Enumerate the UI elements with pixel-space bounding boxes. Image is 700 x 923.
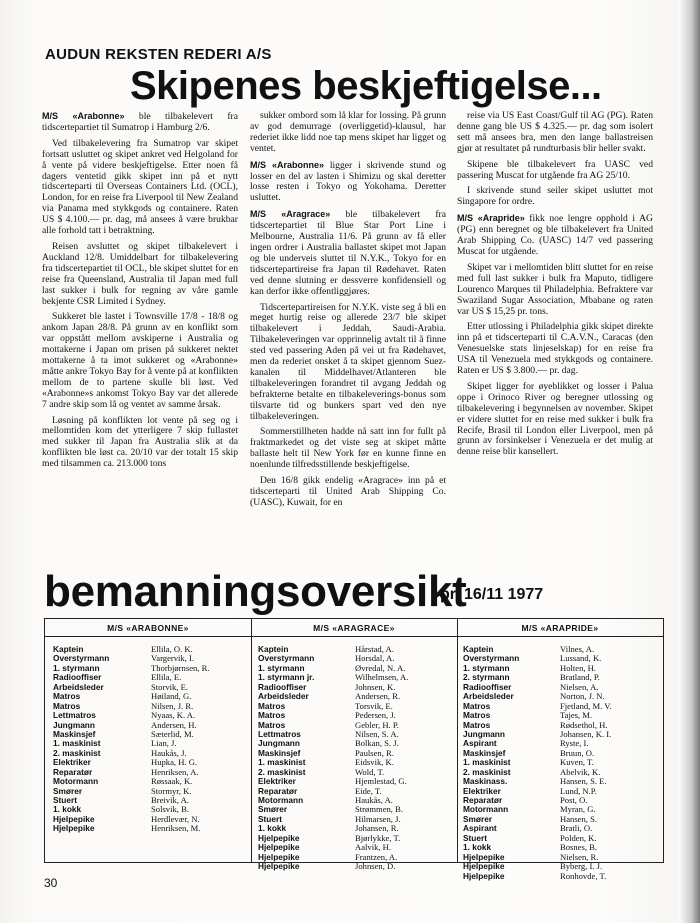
crew-name: Vargervik, I. (151, 653, 195, 664)
crew-role: Arbeidsleder (53, 681, 104, 692)
paragraph-text: Tidscertepartireisen for N.Y.K. viste seg å bli en meget hurtig reise og allerede 23/7 ble skipet tilbakelevert i Jeddah, Saudi-Arabia. Tilbakeleveringen var opprinnelig avtalt til å finne sted ved passering Aden på vei ut fra Rødehavet, men da rederiet onsket å ta skipet gjennom Suez-kanalen til Middelhavet/Atlanteren ble tilbakeleveringen forandret til avgang Jeddah og befrakterne betalte en tilbakeleverings-bonus som tilsvarte tid og bunkers spart ved den nye tilbakeleveringen. (250, 301, 446, 422)
crew-table-divider (251, 619, 252, 862)
crew-roles-list (53, 645, 109, 834)
crew-role: Matros (463, 710, 491, 721)
crew-name: Fjetland, M. V. (560, 700, 612, 711)
crew-name: Johnsen, D. (355, 861, 396, 872)
crew-name: Strømmen, B. (355, 804, 403, 815)
crew-name: Thorbjørnsen, R. (151, 662, 210, 673)
article-paragraph (457, 382, 653, 458)
article-title: Skipenes beskjeftigelse... (130, 64, 602, 108)
crew-name: Vilnes, A. (560, 644, 595, 654)
crew-name: Høiland, G. (151, 691, 192, 702)
crew-role: Jungmann (53, 719, 95, 730)
crew-name: Breivik, A. (151, 795, 189, 805)
crew-role: 2. maskinist (258, 766, 306, 777)
crew-ship-heading: M/S «ARAPRIDE» (521, 623, 599, 633)
paragraph-text: reise via US East Coast/Gulf til AG (PG). Raten denne gang ble US $ 4.325.— pr. dag som isolert sett må ansees bra, men den lange ballastreisen gjør at resultatet på rundturbasis blir heller svakt. (457, 110, 653, 154)
crew-name: Ellila, E. (151, 672, 182, 683)
crew-roles-list (258, 645, 314, 872)
article-column-2 (250, 111, 446, 514)
page-number: 30 (44, 876, 58, 890)
crew-role: Matros (53, 700, 81, 711)
crew-role: 1. styrmann (53, 662, 100, 673)
crew-name: Wilhelmsen, A. (355, 672, 409, 683)
crew-role: Matros (463, 700, 491, 711)
crew-name: Stormyr, K. (151, 785, 192, 796)
crew-name: Nilsen, J. R. (151, 700, 194, 711)
crew-name: Nielsen, A. (560, 681, 599, 692)
crew-name: Eide, T. (355, 785, 382, 796)
crew-name: Ryste, I. (560, 738, 589, 749)
crew-role: Elektriker (258, 776, 296, 787)
paragraph-text: Etter utlossing i Philadelphia gikk skipet direkte inn på et tidscerteparti til C.A.V.N., Caracas (den Venesuelske stats linjeselskap) for en reise fra USA til Venezuela med stykkgods og containere. Raten er US $ 3.800.— pr. dag. (457, 321, 653, 377)
article-paragraph (250, 476, 446, 509)
crew-role: 1. kokk (463, 842, 492, 853)
crew-role: Matros (463, 719, 491, 730)
crew-name: Storvik, E. (151, 681, 189, 692)
crew-role: Maskinsjef (53, 728, 96, 739)
company-header: AUDUN REKSTEN REDERI A/S (45, 46, 272, 63)
crew-name: Andersen, R. (355, 691, 401, 702)
crew-name: Andersen, H. (151, 719, 197, 730)
article-paragraph (457, 213, 653, 258)
crew-role: Lettmatros (53, 710, 96, 721)
crew-role: Aspirant (463, 823, 497, 834)
crew-role: Hjelpepike (258, 832, 300, 843)
crew-name: Eidsvik, K. (355, 757, 394, 768)
crew-name: Post, O. (560, 795, 588, 805)
crew-role: Kaptein (463, 644, 494, 654)
crew-name: Hårstad, A. (355, 644, 394, 654)
crew-name: Bjørlykke, T. (355, 832, 401, 843)
crew-role: Hjelpepike (463, 870, 505, 881)
article-paragraph (457, 160, 653, 182)
crew-role: Smører (53, 785, 83, 796)
crew-role: Jungmann (463, 728, 505, 739)
paragraph-text: Skipet ligger for øyeblikket og losser i Palua oppe i Orinoco River og beregner utlossing og tilbakelevering i begynnelsen av november. Skipet er videre sluttet for en reise med sukker i bulk fra Recife, Brasil til London eller Liverpool, men på grunn av forsinkelser i Venezuela er det mulig at denne reise blir kansellert. (457, 380, 653, 458)
article-paragraph (250, 160, 446, 205)
crew-role: Hjelpepike (258, 861, 300, 872)
crew-name: Lund, N.P. (560, 785, 597, 796)
article-paragraph (457, 263, 653, 318)
crew-role: 1. maskinist (258, 757, 306, 768)
crew-name: Solsvik, B. (151, 804, 189, 815)
crew-role: Kaptein (258, 644, 289, 654)
crew-role: Maskinsjef (463, 747, 506, 758)
crew-role: 2. styrmann (463, 672, 510, 683)
crew-role: Matros (53, 691, 81, 702)
crew-role: Matros (258, 719, 286, 730)
crew-role: Stuert (463, 832, 487, 843)
crew-name: Abelvik, K. (560, 766, 601, 777)
article-paragraph (457, 111, 653, 155)
crew-name: Henriksen, A. (151, 766, 199, 777)
crew-role: 1. maskinist (463, 757, 511, 768)
crew-name: Bruun, O. (560, 747, 595, 758)
crew-name: Nyaas, K. A. (151, 710, 196, 721)
crew-role: 2. maskinist (463, 766, 511, 777)
crew-name: Tajes, M. (560, 710, 593, 721)
crew-role: Hjelpepike (258, 842, 300, 853)
paragraph-text: Skipene ble tilbakelevert fra UASC ved passering Muscat for utgående fra AG 25/10. (457, 158, 653, 181)
crew-name: Paulsen, R. (355, 747, 394, 758)
crew-name: Røssaak, K. (151, 776, 193, 787)
crew-role: Matros (258, 700, 286, 711)
crew-role: Radiooffiser (463, 681, 512, 692)
crew-role: Matros (258, 710, 286, 721)
crew-name: Rødsethol, H. (560, 719, 608, 730)
crew-name: Ronhovde, T. (560, 870, 607, 881)
crew-role: 1. kokk (258, 823, 287, 834)
page-binding-shadow (678, 0, 700, 923)
crew-role: Hjelpepike (53, 813, 95, 824)
crew-name: Gebler, H. P. (355, 719, 399, 730)
article-paragraph (250, 303, 446, 423)
crew-role: Motormann (53, 776, 99, 787)
crew-role: Maskinsjef (258, 747, 301, 758)
crew-section-title: bemanningsoversikt (44, 567, 467, 616)
paragraph-text: Den 16/8 gikk endelig «Aragrace» inn på et tidscerteparti til United Arab Shipping Co. (UASC), Kuwait, for en (250, 475, 446, 508)
crew-name: Haukås, J. (151, 747, 187, 758)
crew-name: Herdlevær, N. (151, 813, 200, 824)
crew-role: Radiooffiser (53, 672, 102, 683)
crew-role: Reparatør (53, 766, 93, 777)
paragraph-text: Skipet var i mellomtiden blitt sluttet for en reise med full last sukker i bulk fra Maputo, tidligere Lourenco Marques til Philadelphia. Befraktere var Swaziland Sugar Association, Mbabane og raten var US $ 15,25 pr. tons. (457, 261, 653, 317)
crew-table-header-divider (45, 636, 663, 637)
crew-role: 1. styrmann (463, 662, 510, 673)
paragraph-text: ble tilbakelevert fra tidscertepartiet til Sumatrop i Hamburg 2/6. (42, 111, 239, 133)
crew-role: 1. kokk (53, 804, 82, 815)
crew-role: Radiooffiser (258, 681, 307, 692)
crew-name: Johansen, R. (355, 823, 399, 834)
crew-names-list (355, 645, 408, 872)
crew-role: Reparatør (463, 795, 503, 805)
article-paragraph (42, 139, 238, 237)
crew-name: Nilsen, S. A. (355, 728, 399, 739)
crew-name: Byberg, I. J. (560, 861, 603, 872)
paragraph-text: sukker ombord som lå klar for lossing. På grunn av god demurrage (overliggetid)-klausul, har rederiet ikke lidd noe tap mens skipet har ligget og ventet. (250, 110, 446, 154)
crew-role: Arbeidsleder (463, 691, 514, 702)
crew-role: Smører (463, 813, 493, 824)
crew-name: Myran, G. (560, 804, 596, 815)
article-paragraph (457, 186, 653, 208)
crew-role: Motormann (258, 795, 304, 805)
crew-name: Aalvik, H. (355, 842, 392, 853)
crew-role: 1. styrmann (258, 662, 305, 673)
crew-role: Stuert (258, 813, 282, 824)
article-paragraph (42, 111, 238, 134)
crew-roles-list (463, 645, 519, 881)
crew-role: Maskinass. (463, 776, 508, 787)
crew-name: Hansen, S. (560, 813, 597, 824)
crew-name: Hilmarsen, J. (355, 813, 401, 824)
paragraph-text: Sommerstillheten hadde nå satt inn for fullt på fraktmarkedet og det viste seg at skipet måtte ballaste helt til New York før en kunne finne en noenlunde tilfredsstillende beskjeftigelse. (250, 426, 446, 471)
crew-name: Johansen, K. I. (560, 728, 612, 739)
crew-role: Jungmann (258, 738, 300, 749)
crew-name: Lian, J. (151, 738, 177, 749)
crew-role: Motormann (463, 804, 509, 815)
crew-name: Kuven, T. (560, 757, 594, 768)
article-paragraph (42, 312, 238, 410)
article-column-3 (457, 111, 653, 463)
crew-section-date: pr. 16/11 1977 (440, 586, 544, 603)
crew-role: Hjelpepike (463, 851, 505, 862)
paragraph-text: ble tilbakelevert fra tidscertepartiet til Blue Star Port Line i Melbourne, Australia 11/6. På grunn av få eller ingen ordrer i Australia ballastet skipet mot Japan og ble underveis sluttet til N.Y.K., Tokyo for en tidscertepartireise fra Japan til Rødehavet. Raten ved denne slutning er dessverre konfidensiell og kan derfor ikke offentliggjøres. (250, 209, 446, 297)
crew-name: Øvredal, N. A. (355, 662, 406, 673)
ship-name: M/S «Arabonne» (250, 159, 324, 170)
crew-role: Hjelpepike (258, 851, 300, 862)
crew-name: Norton, J. N. (560, 691, 605, 702)
crew-name: Sæterlid, M. (151, 728, 194, 739)
crew-role: Elektriker (53, 757, 91, 768)
crew-role: Smører (258, 804, 288, 815)
crew-role: Stuert (53, 795, 77, 805)
crew-table-divider (457, 619, 458, 862)
crew-name: Bolkan, S. J. (355, 738, 399, 749)
ship-name: M/S «Aragrace» (250, 209, 331, 220)
crew-role: Aspirant (463, 738, 497, 749)
crew-role: Hjelpepike (463, 861, 505, 872)
article-paragraph (42, 416, 238, 471)
crew-ship-heading: M/S «ARABONNE» (107, 623, 189, 633)
article-column-1 (42, 111, 238, 475)
crew-role: 1. styrmann jr. (258, 672, 315, 683)
crew-name: Nielsen, R. (560, 851, 599, 862)
crew-name: Horsdal, A. (355, 653, 395, 664)
crew-name: Frantzen, A. (355, 851, 398, 862)
crew-role: Reparatør (258, 785, 298, 796)
crew-name: Henriksen, M. (151, 823, 201, 834)
crew-names-list (560, 645, 612, 881)
paragraph-text: ligger i skrivende stund og losser en del av lasten i Shimizu og skal deretter losse resten i Tokyo og Yokohama. Deretter usluttet. (250, 159, 447, 204)
crew-name: Hupka, H. G. (151, 757, 198, 768)
crew-role: Kaptein (53, 644, 84, 654)
article-paragraph (457, 322, 653, 377)
paragraph-text: fikk noe lengre opphold i AG (PG) enn beregnet og ble tilbakelevert fra United Arab Shipping Co. (UASC) 14/7 ved passering Muscat for utgående. (457, 213, 653, 257)
crew-name: Torsvik, E. (355, 700, 393, 711)
paragraph-text: Sukkeret ble lastet i Townsville 17/8 - 18/8 og ankom Japan 28/8. På grunn av en konflikt som var oppstått mellom avskiperne i Australia og mottakerne i Japan om prisen på sukkeret nektet mottakerne å ta imot sukkeret og «Arabonne» måtte ankre Tokyo Bay for å vente på at konflikten mellom de to partene skulle bli løst. Ved «Arabonne»s ankomst Tokyo Bay var det allerede 7 andre skip som lå og ventet av samme årsak. (42, 311, 238, 410)
crew-role: Arbeidsleder (258, 691, 309, 702)
crew-name: Hjemlestad, G. (355, 776, 407, 787)
crew-table (44, 618, 664, 881)
paragraph-text: Ved tilbakelevering fra Sumatrop var skipet fortsatt usluttet og skipet ankret ved Helgoland for å vente på videre beskjeftigelse. Etter noen få dagers ventetid gikk skipet inn på et nytt tidscerteparti til Overseas Containers Ltd. (OCL), London, for en reise fra Liverpool til New Zealand via Panama med stykkgods og containere. Raten US $ 4.100.— pr. dag, må ansees å være brukbar alle forhold tatt i betraktning. (42, 137, 238, 237)
paragraph-text: I skrivende stund seiler skipet usluttet mot Singapore for ordre. (457, 185, 653, 208)
article-paragraph (42, 242, 238, 307)
crew-role: Overstyrmann (463, 653, 520, 664)
ship-name: M/S «Arapride» (457, 213, 525, 224)
crew-role: 1. maskinist (53, 738, 101, 749)
crew-role: Elektriker (463, 785, 501, 796)
crew-role: Hjelpepike (53, 823, 95, 834)
crew-name: Polden, K. (560, 832, 597, 843)
crew-name: Bratland, P. (560, 672, 600, 683)
crew-role: Lettmatros (258, 728, 301, 739)
crew-name: Hansen, S. E. (560, 776, 607, 787)
crew-name: Lussand, K. (560, 653, 602, 664)
crew-name: Johnsen, K. (355, 681, 396, 692)
crew-name: Holten, H. (560, 662, 597, 673)
crew-role: Overstyrmann (258, 653, 315, 664)
crew-name: Bosnes, B. (560, 842, 598, 853)
article-paragraph (250, 111, 446, 155)
crew-name: Bratli, O. (560, 823, 593, 834)
article-paragraph (250, 209, 446, 297)
crew-names-list (151, 645, 209, 834)
crew-role: 2. maskinist (53, 747, 101, 758)
crew-name: Wold, T. (355, 766, 385, 777)
crew-name: Haukås, A. (355, 795, 393, 805)
crew-role: Overstyrmann (53, 653, 110, 664)
ship-name: M/S «Arabonne» (42, 111, 125, 121)
crew-name: Ellila, O. K. (151, 644, 193, 654)
article-paragraph (250, 427, 446, 471)
paragraph-text: Løsning på konflikten lot vente på seg og i mellomtiden kom det ytterligere 7 skip fullastet med sukker til Japan fra Australia slik at da konflikten ble løst ca. 20/10 var der totalt 15 skip med tilsammen ca. 213.000 tons (42, 414, 238, 470)
paragraph-text: Reisen avsluttet og skipet tilbakelevert i Auckland 12/8. Umiddelbart for tilbakelevering fra tidscertepartiet til OCL, ble skipet sluttet for en reise fra Queensland, Australia til Japan med full last sukker i bulk for regning av våre gamle bekjente CSR Limited i Sydney. (42, 240, 238, 307)
crew-name: Pedersen, J. (355, 710, 396, 721)
crew-ship-heading: M/S «ARAGRACE» (313, 623, 395, 633)
